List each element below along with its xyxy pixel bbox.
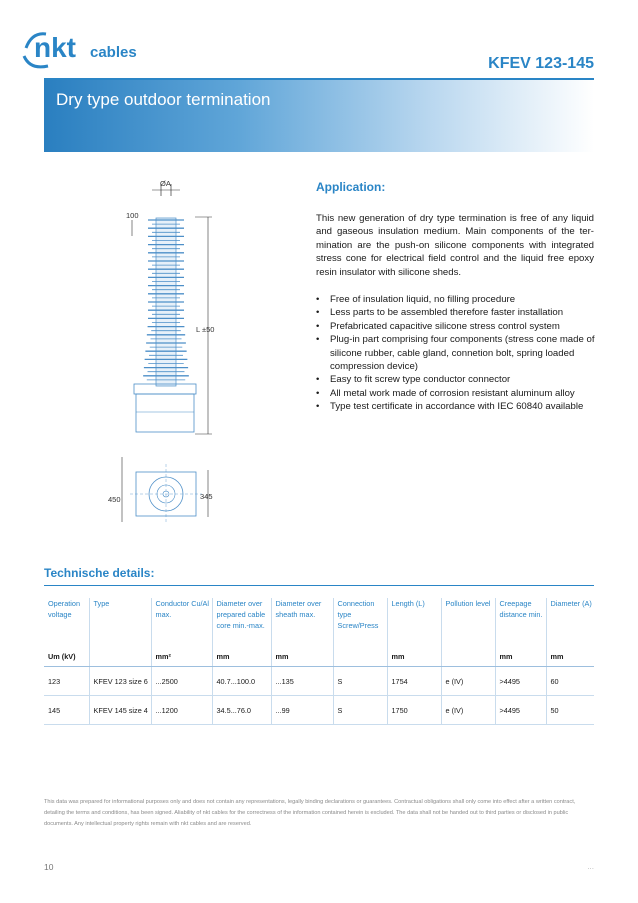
- length-label: L ±50: [196, 325, 215, 334]
- page-number: 10: [44, 862, 54, 872]
- application-heading: Application:: [316, 180, 386, 194]
- table-cell: S: [333, 696, 387, 725]
- table-cell: 1750: [387, 696, 441, 725]
- table-cell: 50: [546, 696, 594, 725]
- diameter-label: ØA: [160, 179, 171, 188]
- table-cell: ...1200: [151, 696, 212, 725]
- table-cell: 34.5...76.0: [212, 696, 271, 725]
- unit-cell: mm: [212, 646, 271, 667]
- table-cell: >4495: [495, 667, 546, 696]
- termination-drawing: [100, 172, 230, 527]
- disclaimer: This data was prepared for informational purposes only and does not contain any representations, legally binding declarations or guarantees. Contractual obligations shall only come into effect after a written contract, detailing the terms and conditions, has been signed. Aliability of nkt cables for the correctness of the information contained herein is excluded. The data shall not be handed out to third parties or disclosed in public documents. Any intellectual property rights remain with nkt cables and are reserved.: [44, 799, 576, 827]
- table-cell: e (IV): [441, 667, 495, 696]
- nkt-cables-logo: [18, 26, 168, 74]
- column-header: Type: [89, 598, 151, 646]
- page-title: Dry type outdoor termination: [56, 90, 271, 109]
- table-cell: ...2500: [151, 667, 212, 696]
- table-cell: 123: [44, 667, 89, 696]
- base-depth-label: 345: [200, 492, 213, 501]
- unit-cell: mm: [387, 646, 441, 667]
- column-header: Conductor Cu/Al max.: [151, 598, 212, 646]
- table-cell: 145: [44, 696, 89, 725]
- technical-heading: Technische details:: [44, 566, 155, 580]
- application-paragraph: This new generation of dry type termination is free of any liquid and gaseous insulation medium. Main components of the ter-mination are the push-on silicone components with integrated stress cone for electrical field control and the liquid free epoxy resin insulator with silicone sheds.: [316, 213, 594, 278]
- column-header: Operation voltage: [48, 599, 81, 619]
- list-item: • Easy to fit screw type conductor connector: [316, 373, 596, 386]
- column-header: Diameter (A): [546, 598, 594, 646]
- column-header: Pollution level: [441, 598, 495, 646]
- page-dots: ...: [587, 862, 594, 871]
- column-header: Diameter over sheath max.: [271, 598, 333, 646]
- column-header: Connection type Screw/Press: [333, 598, 387, 646]
- table-cell: S: [333, 667, 387, 696]
- table-cell: 60: [546, 667, 594, 696]
- unit-cell: [333, 646, 387, 667]
- table-row: [44, 667, 594, 696]
- unit-cell: mm: [495, 646, 546, 667]
- product-code: KFEV 123-145: [488, 55, 594, 72]
- units-row: [44, 646, 594, 667]
- list-item: • Prefabricated capacitive silicone stress control system: [316, 320, 596, 333]
- brand-suffix: cables: [90, 44, 137, 61]
- table-cell: 1754: [387, 667, 441, 696]
- application-bullet-list: [316, 293, 596, 414]
- list-item: • Type test certificate in accordance with IEC 60840 available: [316, 400, 596, 413]
- column-header: Length (L): [387, 598, 441, 646]
- unit-cell: Um (kV): [44, 646, 89, 667]
- table-cell: ...135: [271, 667, 333, 696]
- column-header: Diameter over prepared cable core min.-max.: [212, 598, 271, 646]
- technical-divider: [44, 585, 594, 586]
- unit-cell: [441, 646, 495, 667]
- table-cell: ...99: [271, 696, 333, 725]
- unit-cell: mm: [271, 646, 333, 667]
- column-header: Creepage distance min.: [495, 598, 546, 646]
- list-item: • Less parts to be assembled therefore faster installation: [316, 306, 596, 319]
- unit-cell: [89, 646, 151, 667]
- table-cell: KFEV 123 size 6: [89, 667, 151, 696]
- unit-cell: mm: [546, 646, 594, 667]
- table-cell: KFEV 145 size 4: [89, 696, 151, 725]
- table-row: [44, 696, 594, 725]
- list-item: • Free of insulation liquid, no filling procedure: [316, 293, 596, 306]
- table-cell: e (IV): [441, 696, 495, 725]
- base-width-label: 450: [108, 495, 121, 504]
- insulator-sheds: [143, 218, 189, 386]
- list-item: • All metal work made of corrosion resistant aluminum alloy: [316, 387, 596, 400]
- brand-mark: nkt: [34, 32, 76, 63]
- table-cell: 40.7...100.0: [212, 667, 271, 696]
- spec-table: [44, 598, 594, 725]
- table-cell: >4495: [495, 696, 546, 725]
- list-item: • Plug-in part comprising four components (stress cone made of silicone rubber, cable gland, connetion bolt, spring loaded compression device): [316, 333, 596, 373]
- unit-cell: mm²: [151, 646, 212, 667]
- dim-top-label: 100: [126, 211, 139, 220]
